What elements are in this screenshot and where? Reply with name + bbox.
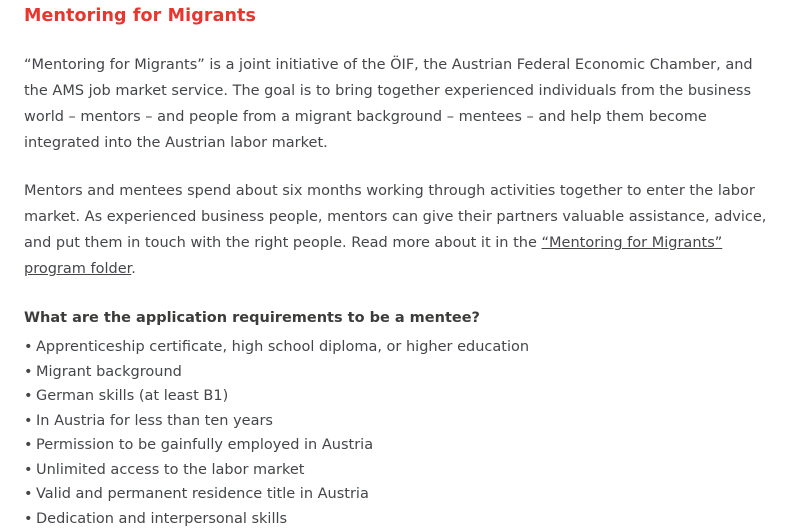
requirements-list	[24, 330, 776, 531]
page-title: Mentoring for Migrants	[24, 0, 776, 26]
list-item: • In Austria for less than ten years	[24, 409, 776, 434]
details-paragraph-tail: .	[131, 261, 136, 277]
details-paragraph-text: Mentors and mentees spend about six months working through activities together to enter the labor market. As experienced business people, mentors can give their partners valuable assistance, advice, and put them in touch with the right people. Read more about it in the	[24, 183, 766, 251]
list-item: • Permission to be gainfully employed in Austria	[24, 433, 776, 458]
requirements-heading: What are the application requirements to be a mentee?	[24, 282, 776, 330]
intro-paragraph: “Mentoring for Migrants” is a joint initiative of the ÖIF, the Austrian Federal Economic Chamber, and the AMS job market service. The goal is to bring together experienced individuals from the business world – mentors – and people from a migrant background – mentees – and help them become integrated into the Austrian labor market.	[24, 52, 780, 156]
details-paragraph	[24, 178, 780, 282]
list-item: • Valid and permanent residence title in Austria	[24, 482, 776, 507]
list-item: • Migrant background	[24, 360, 776, 385]
list-item: • Dedication and interpersonal skills	[24, 507, 776, 531]
list-item: • Unlimited access to the labor market	[24, 458, 776, 483]
list-item: • Apprenticeship certificate, high school diploma, or higher education	[24, 335, 776, 360]
list-item: • German skills (at least B1)	[24, 384, 776, 409]
program-folder-link[interactable]: “Mentoring for Migrants” program folder	[24, 235, 722, 277]
